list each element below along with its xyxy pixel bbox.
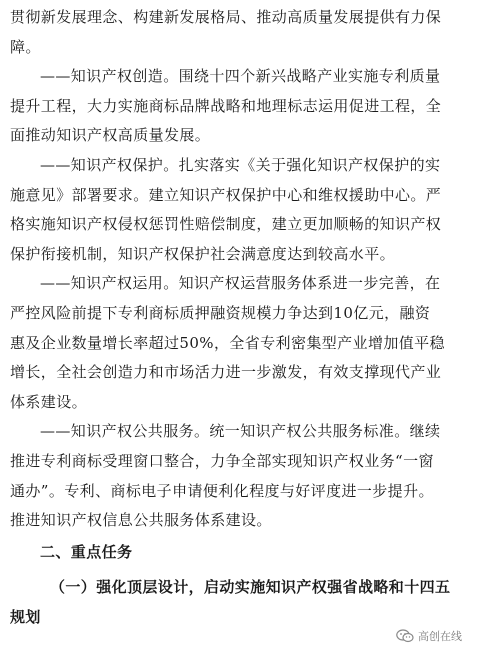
paragraph-line: 推进专利商标受理窗口整合，力争全部实现知识产权业务“一窗 [10,452,434,470]
paragraph-line: 贯彻新发展理念、构建新发展格局、推动高质量发展提供有力保 [10,8,442,26]
paragraph-line: 严控风险前提下专利商标质押融资规模力争达到10亿元，融资 [10,304,431,322]
paragraph-line: 格实施知识产权侵权惩罚性赔偿制度，建立更加顺畅的知识产权 [10,215,442,234]
paragraph-line: 通办”。专利、商标电子申请便利化程度与好评度进一步提升。 [10,481,434,500]
paragraph-line: ——知识产权公共服务。统一知识产权公共服务标准。继续 [40,422,441,441]
subheading-line: （一）强化顶层设计，启动实施知识产权强省战略和十四五 [50,578,451,597]
paragraph-line: 增长，全社会创造力和市场活力进一步激发，有效支撑现代产业 [10,363,442,382]
paragraph-line: ——知识产权运用。知识产权运营服务体系进一步完善，在 [40,274,441,293]
paragraph-line: 提升工程，大力实施商标品牌战略和地理标志运用促进工程，全 [10,96,442,115]
wechat-icon [396,629,414,643]
paragraph-line: 障。 [10,37,41,56]
section-heading: 二、重点任务 [40,542,133,561]
paragraph-line: 惠及企业数量增长率超过50%，全省专利密集型产业增加值平稳 [10,333,445,352]
paragraph-line: 面推动知识产权高质量发展。 [10,126,211,145]
paragraph-line: 保护衔接机制，知识产权保护社会满意度达到较高水平。 [10,244,396,263]
paragraph-line: 施意见》部署要求。建立知识产权保护中心和维权援助中心。严 [10,185,442,204]
subheading-line: 规划 [10,608,41,626]
paragraph-line: 推进知识产权信息公共服务体系建设。 [10,511,272,530]
paragraph-line: 体系建设。 [10,392,88,411]
watermark [396,626,462,646]
watermark-text: 高创在线 [418,630,462,643]
paragraph-line: ——知识产权保护。扎实落实《关于强化知识产权保护的实 [40,156,441,174]
paragraph-line: ——知识产权创造。围绕十四个新兴战略产业实施专利质量 [40,67,441,86]
